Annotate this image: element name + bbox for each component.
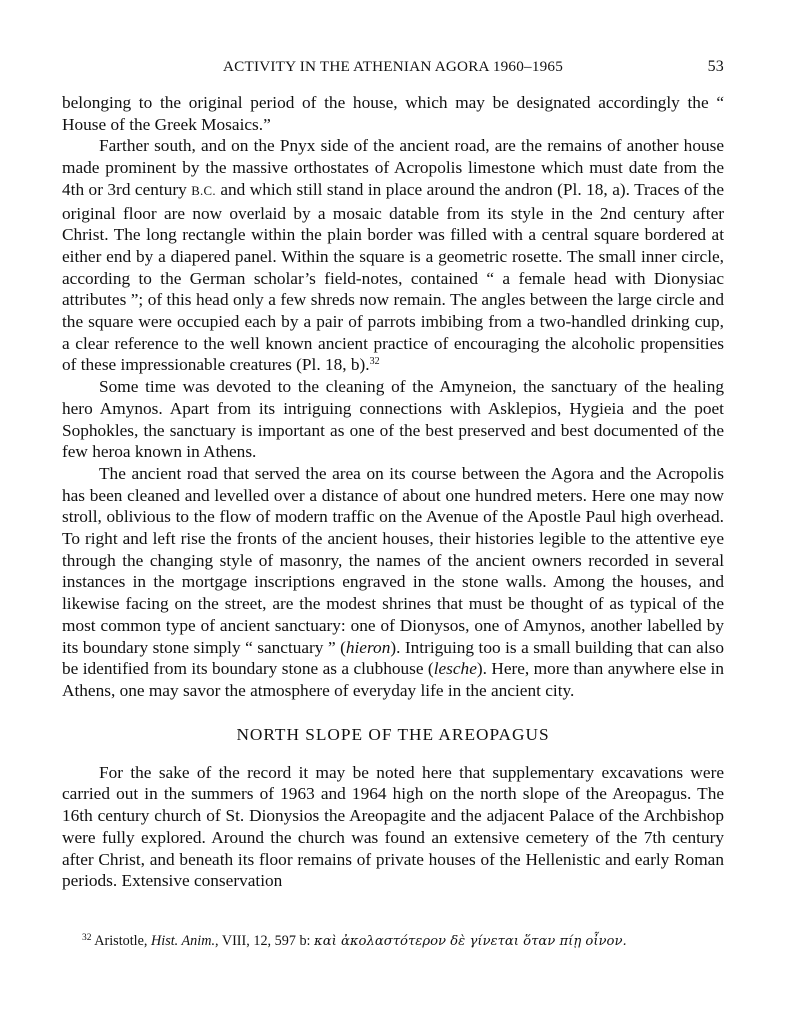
paragraph-text: Farther south, and on the Pnyx side of the ancient road, are the remains of another house made prominent by the massive orthostates of Acropolis limestone which must date from the 4th or 3rd century bbox=[62, 136, 724, 199]
paragraph-text: belonging to the original period of the house, which may be designated accordingly the “ House of the Greek Mosaics.” bbox=[62, 93, 724, 134]
paragraph-text: ). Here, more than anywhere else in Athens, one may savor the atmosphere of everyday life in the ancient city. bbox=[62, 659, 724, 700]
paragraph-text: ). Intriguing too is a small building that can also be identified from its boundary stone as a clubhouse ( bbox=[62, 637, 724, 679]
body-text bbox=[62, 92, 724, 892]
running-head bbox=[62, 58, 724, 80]
paragraph-text: Some time was devoted to the cleaning of the Amyneion, the sanctuary of the healing hero Amynos. Apart from its intriguing connections with Asklepios, Hygieia and the poet Sophokles, the sanctuary is important as one of the best preserved and best documented of the few heroa known in Athens. bbox=[62, 377, 724, 462]
paragraph-house-of-greek-mosaics bbox=[62, 92, 724, 135]
footnote-citation: , VIII, 12, 597 b: bbox=[215, 933, 315, 949]
footnote-work-title: Hist. Anim. bbox=[151, 933, 215, 949]
page-number: 53 bbox=[707, 58, 724, 75]
footnote-author: Aristotle, bbox=[94, 933, 152, 949]
footnote bbox=[82, 932, 724, 951]
paragraph-north-slope bbox=[62, 762, 724, 892]
italic-term-hieron: hieron bbox=[345, 637, 391, 657]
footnote-mark: 32 bbox=[82, 933, 92, 943]
paragraph-text: The ancient road that served the area on its course between the Agora and the Acropolis has been cleaned and levelled over a distance of about one hundred meters. Here one may now stroll, oblivious to the flow of modern traffic on the Avenue of the Apostle Paul high overhead. To right and left rise the fronts of the ancient houses, their histories legible to the attentive eye through the changing style of masonry, the names of the ancient owners recorded in several instances in the mortgage inscriptions engraved in the stone walls. Among the houses, and likewise facing on the street, are the modest shrines that must be thought of as typical of the most common type of ancient sanctuary: one of Dionysos, one of Amynos, another labelled by its boundary stone simply “ sanctuary ” ( bbox=[62, 463, 724, 657]
paragraph-text: and which still stand in place around the andron (Pl. 18, a). Traces of the original floor are now overlaid by a mosaic datable from its style in the 2nd century after Christ. The long rectangle within the plain border was filled with a central square bordered at either end by a diapered panel. Within the square is a geometric rosette. The small inner circle, according to the German scholar’s field-notes, contained “ a female head with Dionysiac attributes ”; of this head only a few shreds now remain. The angles between the large circle and the square were occupied each by a pair of parrots imbibing from a two-handled drinking cup, a clear reference to the well known ancient practice of encouraging the alcoholic propensities of these impressionable creatures (Pl. 18, b). bbox=[62, 179, 724, 375]
paragraph-pnyx-house bbox=[62, 135, 724, 376]
era-abbreviation: B.C. bbox=[191, 183, 216, 198]
italic-term-lesche: lesche bbox=[433, 659, 477, 679]
running-title: ACTIVITY IN THE ATHENIAN AGORA 1960–1965 bbox=[223, 58, 563, 75]
footnote-greek-quote: καὶ ἀκολαστότερον δὲ γίνεται ὅταν πίῃ οἶνον. bbox=[314, 934, 627, 949]
paragraph-text: For the sake of the record it may be noted here that supplementary excavations were carried out in the summers of 1963 and 1964 high on the north slope of the Areopagus. The 16th century church of St. Dionysios the Areopagite and the adjacent Palace of the Archbishop were fully explored. Around the church was found an extensive cemetery of the 7th century after Christ, and beneath its floor remains of private houses of the Hellenistic and early Roman periods. Extensive conservation bbox=[62, 762, 724, 891]
paragraph-amyneion bbox=[62, 376, 724, 463]
paragraph-ancient-road bbox=[62, 463, 724, 702]
section-heading: NORTH SLOPE OF THE AREOPAGUS bbox=[236, 724, 550, 744]
footnote-reference: 32 bbox=[369, 356, 380, 368]
